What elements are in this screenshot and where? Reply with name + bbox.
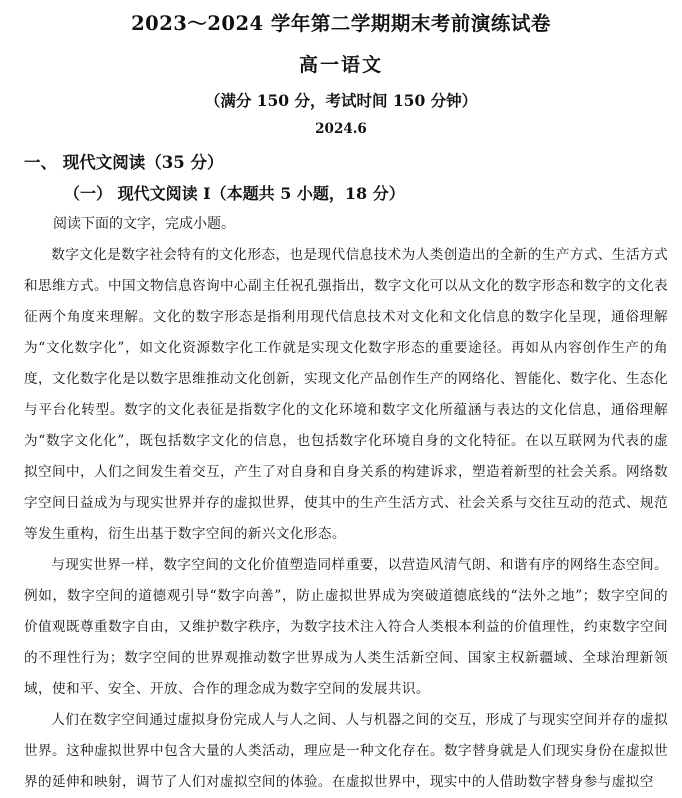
subject-title: 高一语文 bbox=[298, 54, 383, 76]
section-heading: 一、 现代文阅读（35 分） bbox=[24, 153, 224, 172]
reading-instruction: 阅读下面的文字，完成小题。 bbox=[53, 216, 235, 232]
exam-date: 2024.6 bbox=[315, 121, 367, 137]
passage-paragraph-3: 人们在数字空间通过虚拟身份完成人与人之间、人与机器之间的交互，形成了与现实空间并存的虚拟世界。这种虚拟世界中包含大量的人类活动，理应是一种文化存在。数字替身就是人们现实身份在虚拟世界的延伸和映射，调节了人们对虚拟空间的体验。在虚拟世界中，现实中的人借助数字替身参与虚拟空 bbox=[24, 712, 668, 790]
passage-paragraph-1: 数字文化是数字社会特有的文化形态，也是现代信息技术为人类创造出的全新的生产方式、生活方式和思维方式。中国文物信息咨询中心副主任祝孔强指出，数字文化可以从文化的数字形态和数字的文化表征两个角度来理解。文化的数字形态是指利用现代信息技术对文化和文化信息的数字化呈现，通俗理解为“文化数字化”，如文化资源数字化工作就是实现文化数字形态的重要途径。再如从内容创作生产的角度，文化数字化是以数字思维推动文化创新，实现文化产品创作生产的网络化、智能化、数字化、生态化与平台化转型。数字的文化表征是指数字化的文化环境和数字文化所蕴涵与表达的文化信息，通俗理解为“数字文化化”，既包括数字文化的信息，也包括数字化环境自身的文化特征。在以互联网为代表的虚拟空间中，人们之间发生着交互，产生了对自身和自身关系的构建诉求，塑造着新型的社会关系。网络数字空间日益成为与现实世界并存的虚拟世界，使其中的生产生活方式、社会关系与交往互动的范式、规范等发生重构，衍生出基于数字空间的新兴文化形态。 bbox=[24, 247, 668, 542]
passage-paragraph-2: 与现实世界一样，数字空间的文化价值塑造同样重要，以营造风清气朗、和谐有序的网络生态空间。例如，数字空间的道德观引导“数字向善”，防止虚拟世界成为突破道德底线的“法外之地”；数字空间的价值观既尊重数字自由，又维护数字秩序，为数字技术注入符合人类根本利益的价值理性，约束数字空间的不理性行为；数字空间的世界观推动数字世界成为人类生活新空间、国家主权新疆域、全球治理新领域，使和平、安全、开放、合作的理念成为数字空间的发展共识。 bbox=[24, 557, 668, 697]
exam-info: （满分 150 分，考试时间 150 分钟） bbox=[204, 91, 478, 110]
exam-title: 2023～2024 学年第二学期期末考前演练试卷 bbox=[131, 12, 551, 35]
reading-passage bbox=[24, 240, 668, 798]
sub-section-heading: （一） 现代文阅读 I（本题共 5 小题，18 分） bbox=[64, 184, 405, 203]
